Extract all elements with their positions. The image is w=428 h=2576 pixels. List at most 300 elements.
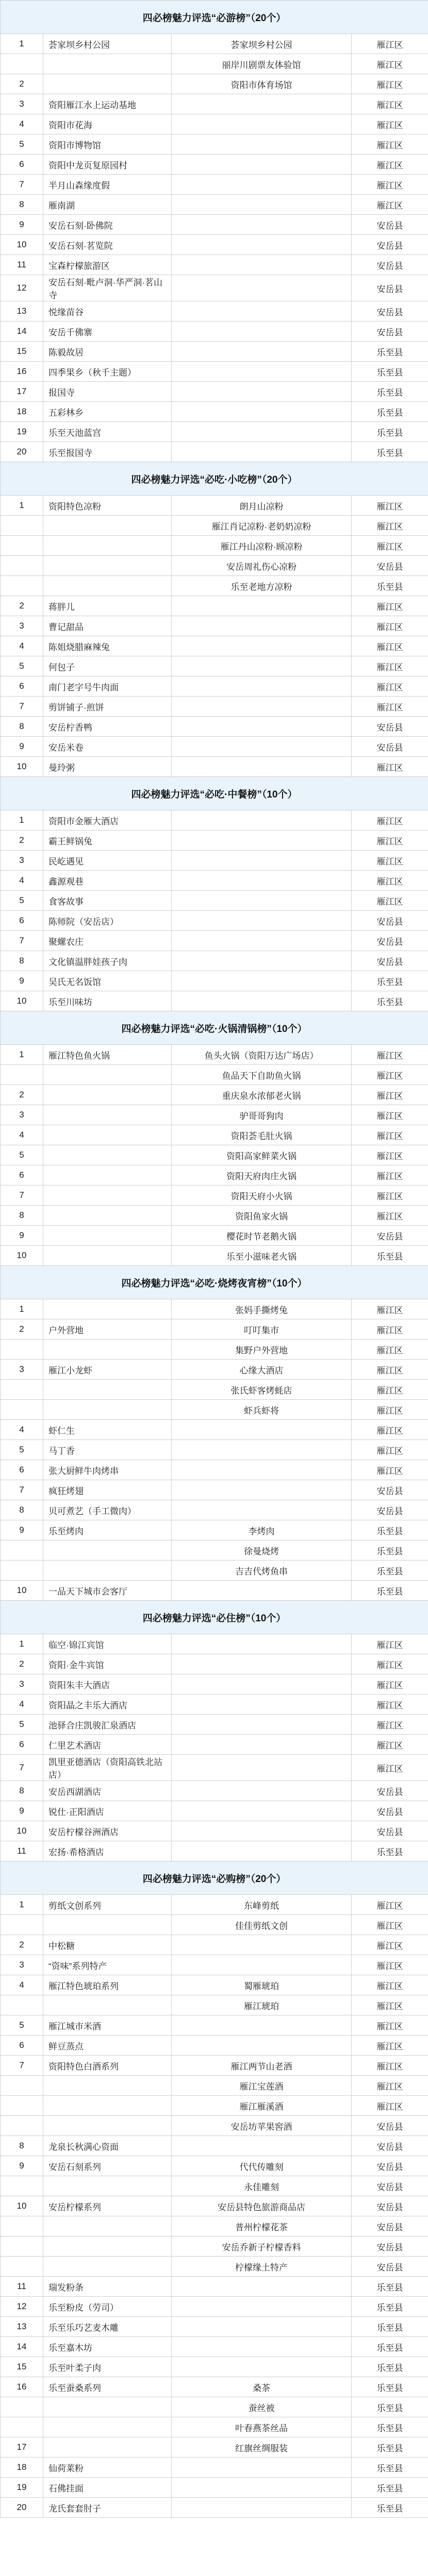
section-title: 四必榜魅力评选“必吃·小吃榜”（20个） <box>1 462 428 496</box>
name-cell: 张大厨鲜牛肉烤串 <box>43 1460 172 1480</box>
name-cell <box>43 1206 172 1226</box>
rank-cell: 4 <box>1 871 43 891</box>
region-cell: 乐至县 <box>352 2478 428 2498</box>
table-row <box>1 1185 428 1206</box>
name-cell <box>43 2437 172 2458</box>
subitem-cell <box>172 1480 352 1500</box>
table-row <box>1 697 428 717</box>
region-cell: 安岳县 <box>352 2236 428 2257</box>
subitem-cell <box>172 2015 352 2036</box>
table-row <box>1 342 428 362</box>
subitem-cell <box>172 1955 352 1975</box>
name-cell: 雁江特色鱼火锅 <box>43 1045 172 1065</box>
region-cell: 雁江区 <box>352 1995 428 2015</box>
name-cell: 五彩林乡 <box>43 402 172 422</box>
subitem-cell <box>172 871 352 891</box>
subitem-cell <box>172 134 352 155</box>
name-cell: 一品天下城市会客厅 <box>43 1581 172 1601</box>
region-cell: 乐至县 <box>352 2277 428 2297</box>
subitem-cell: 资阳市体育场馆 <box>172 74 352 94</box>
name-cell: 资阳特色白酒系列 <box>43 2056 172 2076</box>
table-row <box>1 2337 428 2357</box>
region-cell: 安岳县 <box>352 275 428 301</box>
region-cell: 雁江区 <box>352 1045 428 1065</box>
rank-cell: 20 <box>1 442 43 462</box>
subitem-cell <box>172 656 352 676</box>
table-row <box>1 1735 428 1755</box>
name-cell <box>43 1561 172 1581</box>
name-cell: 文化镇温胖娃孩子肉 <box>43 951 172 971</box>
subitem-cell: 丽岸川剧票友体验馆 <box>172 54 352 74</box>
rank-cell: 4 <box>1 1694 43 1715</box>
name-cell: 仙荷莱粉 <box>43 2458 172 2478</box>
table-row <box>1 2056 428 2076</box>
name-cell <box>43 1540 172 1561</box>
name-cell <box>43 54 172 74</box>
table-row <box>1 134 428 155</box>
region-cell: 雁江区 <box>352 1654 428 1674</box>
name-cell: 凯里亚德酒店（资阳高铁北站店） <box>43 1755 172 1781</box>
rank-cell: 3 <box>1 1955 43 1975</box>
name-cell: 锐仕·正阳酒店 <box>43 1801 172 1821</box>
table-row <box>1 2478 428 2498</box>
table-row <box>1 2036 428 2056</box>
rank-cell <box>1 2257 43 2277</box>
subitem-cell <box>172 931 352 951</box>
rank-cell: 2 <box>1 1654 43 1674</box>
table-row <box>1 676 428 697</box>
rank-cell: 1 <box>1 34 43 54</box>
region-cell: 乐至县 <box>352 2417 428 2437</box>
rank-cell: 17 <box>1 2437 43 2458</box>
table-row <box>1 1206 428 1226</box>
region-cell: 雁江区 <box>352 1955 428 1975</box>
subitem-cell: 雁江丹山凉粉·顾凉粉 <box>172 536 352 556</box>
rank-cell: 1 <box>1 1895 43 1915</box>
rank-cell <box>1 516 43 536</box>
rank-cell: 14 <box>1 2337 43 2357</box>
table-row <box>1 656 428 676</box>
rank-cell: 12 <box>1 2297 43 2317</box>
subitem-cell <box>172 1821 352 1841</box>
subitem-cell <box>172 2337 352 2357</box>
table-row <box>1 536 428 556</box>
name-cell: 聚螺农庄 <box>43 931 172 951</box>
subitem-cell: 驴哥哥狗肉 <box>172 1105 352 1125</box>
table-row <box>1 717 428 737</box>
subitem-cell: 安岳县特色旅游商品店 <box>172 2196 352 2216</box>
region-cell: 乐至县 <box>352 2458 428 2478</box>
rank-cell: 6 <box>1 2036 43 2056</box>
table-row <box>1 1540 428 1561</box>
name-cell <box>43 556 172 576</box>
table-row <box>1 1895 428 1915</box>
region-cell: 雁江区 <box>352 1440 428 1460</box>
region-cell: 安岳县 <box>352 2156 428 2176</box>
region-cell: 雁江区 <box>352 1065 428 1085</box>
region-cell: 雁江区 <box>352 596 428 616</box>
table-row <box>1 2317 428 2337</box>
name-cell <box>43 2216 172 2236</box>
rank-cell: 9 <box>1 1801 43 1821</box>
table-row <box>1 74 428 94</box>
table-row <box>1 2176 428 2196</box>
subitem-cell: 朗月山凉粉 <box>172 496 352 516</box>
region-cell: 雁江区 <box>352 536 428 556</box>
region-cell: 乐至县 <box>352 342 428 362</box>
rank-cell: 10 <box>1 1246 43 1266</box>
region-cell: 雁江区 <box>352 2056 428 2076</box>
subitem-cell <box>172 737 352 757</box>
rank-cell: 11 <box>1 2277 43 2297</box>
rank-cell: 8 <box>1 1206 43 1226</box>
rank-cell: 14 <box>1 321 43 342</box>
section-title-row <box>1 1011 428 1045</box>
region-cell: 雁江区 <box>352 1915 428 1935</box>
table-row <box>1 402 428 422</box>
region-cell: 安岳县 <box>352 2116 428 2136</box>
subitem-cell: 东峰剪纸 <box>172 1895 352 1915</box>
region-cell: 雁江区 <box>352 656 428 676</box>
name-cell: 乐至叶柔子肉 <box>43 2357 172 2377</box>
rank-cell: 19 <box>1 422 43 442</box>
rank-cell: 8 <box>1 1500 43 1520</box>
subitem-cell <box>172 1935 352 1955</box>
table-row <box>1 1581 428 1601</box>
rank-cell: 15 <box>1 342 43 362</box>
rank-cell: 19 <box>1 2478 43 2498</box>
rank-cell: 2 <box>1 596 43 616</box>
region-cell: 乐至县 <box>352 2337 428 2357</box>
region-cell: 安岳县 <box>352 301 428 321</box>
name-cell: 曼玲粥 <box>43 757 172 777</box>
rank-cell <box>1 1540 43 1561</box>
name-cell: 荟家坝乡村公园 <box>43 34 172 54</box>
rank-cell: 7 <box>1 175 43 195</box>
table-row <box>1 1460 428 1480</box>
rank-cell: 3 <box>1 851 43 871</box>
subitem-cell: 佳佳剪纸文创 <box>172 1915 352 1935</box>
section-title: 四必榜魅力评选“必吃·烧烤夜宵榜”（10个） <box>1 1266 428 1299</box>
region-cell: 安岳县 <box>352 951 428 971</box>
subitem-cell <box>172 94 352 114</box>
section-title: 四必榜魅力评选“必购榜”（20个） <box>1 1861 428 1895</box>
rank-cell <box>1 536 43 556</box>
table-row <box>1 1915 428 1935</box>
subitem-cell <box>172 1735 352 1755</box>
section-title-row <box>1 1601 428 1634</box>
subitem-cell: 永佳雕刻 <box>172 2176 352 2196</box>
table-row <box>1 911 428 931</box>
rank-cell: 3 <box>1 616 43 636</box>
name-cell: 安岳石刻·卧佛院 <box>43 215 172 235</box>
name-cell: 安岳石刻·茗览院 <box>43 235 172 255</box>
rank-cell: 6 <box>1 1460 43 1480</box>
table-row <box>1 2096 428 2116</box>
name-cell <box>43 1246 172 1266</box>
table-row <box>1 1694 428 1715</box>
subitem-cell <box>172 991 352 1011</box>
table-row <box>1 2116 428 2136</box>
table-row <box>1 1955 428 1975</box>
name-cell <box>43 2236 172 2257</box>
table-row <box>1 2277 428 2297</box>
name-cell: 瑞发粉条 <box>43 2277 172 2297</box>
name-cell <box>43 2397 172 2417</box>
name-cell: 安岳石刻系列 <box>43 2156 172 2176</box>
rank-cell: 5 <box>1 1715 43 1735</box>
subitem-cell <box>172 911 352 931</box>
table-row <box>1 1781 428 1801</box>
region-cell: 乐至县 <box>352 971 428 991</box>
region-cell: 雁江区 <box>352 1895 428 1915</box>
region-cell: 安岳县 <box>352 2176 428 2196</box>
subitem-cell: 叮叮集市 <box>172 1319 352 1340</box>
region-cell: 乐至县 <box>352 362 428 382</box>
rank-cell: 11 <box>1 255 43 275</box>
region-cell: 乐至县 <box>352 1520 428 1540</box>
rank-cell: 3 <box>1 1674 43 1694</box>
region-cell: 雁江区 <box>352 831 428 851</box>
name-cell: 仁里艺术酒店 <box>43 1735 172 1755</box>
table-row <box>1 1520 428 1540</box>
name-cell: 何包子 <box>43 656 172 676</box>
region-cell: 安岳县 <box>352 717 428 737</box>
table-row <box>1 516 428 536</box>
table-row <box>1 991 428 1011</box>
name-cell <box>43 1105 172 1125</box>
name-cell: 安岳西湖酒店 <box>43 1781 172 1801</box>
subitem-cell <box>172 2297 352 2317</box>
name-cell: 安岳柠檬谷洲酒店 <box>43 1821 172 1841</box>
name-cell: 陈师院（安岳店） <box>43 911 172 931</box>
table-row <box>1 2437 428 2458</box>
rank-cell: 11 <box>1 1841 43 1861</box>
name-cell: 南门老字号牛肉面 <box>43 676 172 697</box>
rank-cell: 1 <box>1 496 43 516</box>
subitem-cell <box>172 616 352 636</box>
name-cell: 鑫源观巷 <box>43 871 172 891</box>
rank-cell: 10 <box>1 991 43 1011</box>
name-cell <box>43 2096 172 2116</box>
name-cell: 四季果乡（秋千主题） <box>43 362 172 382</box>
subitem-cell <box>172 2136 352 2156</box>
rank-cell: 8 <box>1 717 43 737</box>
region-cell: 安岳县 <box>352 931 428 951</box>
region-cell: 雁江区 <box>352 195 428 215</box>
name-cell: 中松糖 <box>43 1935 172 1955</box>
subitem-cell <box>172 175 352 195</box>
name-cell: 乐至川味坊 <box>43 991 172 1011</box>
rank-cell: 9 <box>1 215 43 235</box>
name-cell: 池驿合庄凯骏汇泉酒店 <box>43 1715 172 1735</box>
table-row <box>1 951 428 971</box>
table-row <box>1 442 428 462</box>
region-cell: 安岳县 <box>352 2136 428 2156</box>
rank-cell <box>1 2176 43 2196</box>
rank-cell: 4 <box>1 1125 43 1145</box>
region-cell: 安岳县 <box>352 911 428 931</box>
table-row <box>1 1995 428 2015</box>
rank-cell: 9 <box>1 971 43 991</box>
rank-cell: 4 <box>1 636 43 656</box>
table-row <box>1 1105 428 1125</box>
region-cell: 雁江区 <box>352 2015 428 2036</box>
rank-cell <box>1 1065 43 1085</box>
subitem-cell: 李烤肉 <box>172 1520 352 1540</box>
rank-cell: 8 <box>1 1781 43 1801</box>
rank-cell: 7 <box>1 697 43 717</box>
region-cell: 安岳县 <box>352 1500 428 1520</box>
region-cell: 雁江区 <box>352 1420 428 1440</box>
region-cell: 乐至县 <box>352 2397 428 2417</box>
name-cell: 鲜豆蒸点 <box>43 2036 172 2056</box>
rank-cell: 10 <box>1 1581 43 1601</box>
name-cell <box>43 1299 172 1319</box>
section-title: 四必榜魅力评选“必吃·中餐榜”（10个） <box>1 777 428 810</box>
name-cell: 资阳市金雁大酒店 <box>43 810 172 831</box>
name-cell: 户外营地 <box>43 1319 172 1340</box>
table-row <box>1 382 428 402</box>
table-row <box>1 1935 428 1955</box>
subitem-cell <box>172 275 352 301</box>
subitem-cell: 普州柠檬花茶 <box>172 2216 352 2236</box>
rank-cell: 9 <box>1 1226 43 1246</box>
rank-cell: 1 <box>1 1634 43 1654</box>
region-cell: 乐至县 <box>352 1561 428 1581</box>
name-cell: 资阳中龙页复原园村 <box>43 155 172 175</box>
rank-cell: 8 <box>1 195 43 215</box>
subitem-cell: 安岳坊苹果窖酒 <box>172 2116 352 2136</box>
table-row <box>1 871 428 891</box>
rank-cell <box>1 2076 43 2096</box>
table-row <box>1 2076 428 2096</box>
rank-cell: 10 <box>1 235 43 255</box>
name-cell: 雁江小龙虾 <box>43 1360 172 1380</box>
table-row <box>1 2377 428 2397</box>
name-cell <box>43 1065 172 1085</box>
subitem-cell <box>172 321 352 342</box>
subitem-cell <box>172 342 352 362</box>
region-cell: 雁江区 <box>352 134 428 155</box>
rank-cell <box>1 1340 43 1360</box>
subitem-cell <box>172 1634 352 1654</box>
rank-cell: 1 <box>1 1299 43 1319</box>
region-cell: 安岳县 <box>352 1781 428 1801</box>
name-cell: 安岳柠檬系列 <box>43 2196 172 2216</box>
table-row <box>1 810 428 831</box>
table-row <box>1 321 428 342</box>
table-row <box>1 2257 428 2277</box>
subitem-cell: 雁江雁溪酒 <box>172 2096 352 2116</box>
region-cell: 乐至县 <box>352 2377 428 2397</box>
subitem-cell: 乐至小滋味老火锅 <box>172 1246 352 1266</box>
name-cell: 资阳特色凉粉 <box>43 496 172 516</box>
subitem-cell <box>172 155 352 175</box>
table-row <box>1 2297 428 2317</box>
region-cell: 安岳县 <box>352 235 428 255</box>
rank-cell: 10 <box>1 2196 43 2216</box>
name-cell: 食客故事 <box>43 891 172 911</box>
subitem-cell <box>172 215 352 235</box>
name-cell <box>43 1165 172 1185</box>
subitem-cell <box>172 1420 352 1440</box>
subitem-cell <box>172 1694 352 1715</box>
region-cell: 雁江区 <box>352 1735 428 1755</box>
name-cell: 疯狂烤翅 <box>43 1480 172 1500</box>
table-row <box>1 301 428 321</box>
table-row <box>1 556 428 576</box>
rank-cell <box>1 2397 43 2417</box>
subitem-cell <box>172 1581 352 1601</box>
table-row <box>1 155 428 175</box>
subitem-cell: 资阳天府肉庄火锅 <box>172 1165 352 1185</box>
table-row <box>1 2458 428 2478</box>
rank-cell: 7 <box>1 1185 43 1206</box>
subitem-cell <box>172 1500 352 1520</box>
subitem-cell: 蚕丝被 <box>172 2397 352 2417</box>
rank-cell: 9 <box>1 737 43 757</box>
rank-cell: 7 <box>1 931 43 951</box>
name-cell <box>43 1125 172 1145</box>
section-title: 四必榜魅力评选“必游榜”（20个） <box>1 1 428 34</box>
name-cell: 报国寺 <box>43 382 172 402</box>
region-cell: 雁江区 <box>352 757 428 777</box>
subitem-cell: 心缘大酒店 <box>172 1360 352 1380</box>
rank-cell: 10 <box>1 1821 43 1841</box>
subitem-cell: 雁江宝莲酒 <box>172 2076 352 2096</box>
table-row <box>1 1975 428 1995</box>
region-cell: 雁江区 <box>352 1185 428 1206</box>
rank-cell: 5 <box>1 891 43 911</box>
subitem-cell: 蜀雁琥珀 <box>172 1975 352 1995</box>
rank-cell: 4 <box>1 1420 43 1440</box>
name-cell: 临空·锦江宾馆 <box>43 1634 172 1654</box>
region-cell: 乐至县 <box>352 422 428 442</box>
table-row <box>1 1634 428 1654</box>
subitem-cell <box>172 195 352 215</box>
name-cell <box>43 1185 172 1206</box>
rank-cell: 16 <box>1 362 43 382</box>
subitem-cell <box>172 235 352 255</box>
table-row <box>1 1340 428 1360</box>
region-cell: 雁江区 <box>352 1694 428 1715</box>
region-cell: 雁江区 <box>352 1299 428 1319</box>
region-cell: 乐至县 <box>352 2317 428 2337</box>
name-cell: 虾仁生 <box>43 1420 172 1440</box>
table-row <box>1 1085 428 1105</box>
name-cell: 曹记甜品 <box>43 616 172 636</box>
region-cell: 安岳县 <box>352 1821 428 1841</box>
region-cell: 雁江区 <box>352 2096 428 2116</box>
name-cell: 资阳市花海 <box>43 114 172 134</box>
table-row <box>1 1165 428 1185</box>
name-cell: 安岳柠香鸭 <box>43 717 172 737</box>
region-cell: 雁江区 <box>352 1715 428 1735</box>
name-cell: 乐至烤肉 <box>43 1520 172 1540</box>
region-cell: 安岳县 <box>352 737 428 757</box>
region-cell: 雁江区 <box>352 676 428 697</box>
name-cell <box>43 2176 172 2196</box>
table-row <box>1 831 428 851</box>
region-cell: 乐至县 <box>352 402 428 422</box>
table-row <box>1 1500 428 1520</box>
name-cell <box>43 1400 172 1420</box>
rank-cell: 18 <box>1 402 43 422</box>
name-cell: 乐至粉皮（劳司） <box>43 2297 172 2317</box>
table-row <box>1 54 428 74</box>
subitem-cell <box>172 2458 352 2478</box>
